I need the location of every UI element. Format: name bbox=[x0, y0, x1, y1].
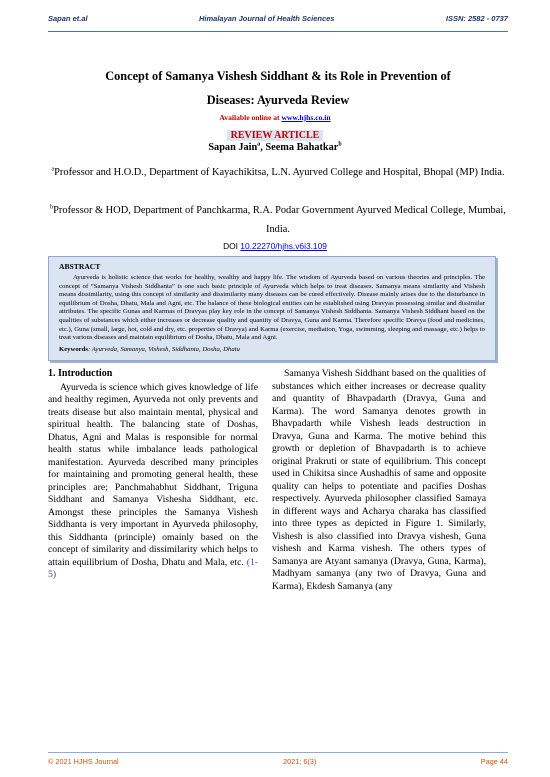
introduction-citation[interactable]: (1-5) bbox=[48, 556, 259, 580]
author-list bbox=[0, 142, 550, 153]
title-line-1: Concept of Samanya Vishesh Siddhant & its Role in Prevention of bbox=[105, 69, 451, 83]
right-column bbox=[272, 368, 486, 593]
available-prefix: Available online at bbox=[219, 113, 282, 122]
keywords-label: Keywords bbox=[59, 345, 88, 353]
affiliation-a-sup: a bbox=[51, 166, 55, 173]
header-authors: Sapan et.al bbox=[48, 14, 88, 23]
affiliation-b-text: Professor & HOD, Department of Panchkarma, R.A. Podar Government Ayurved Medical College, Mumbai, India. bbox=[53, 205, 506, 235]
abstract-heading: ABSTRACT bbox=[59, 262, 101, 271]
paper-title bbox=[48, 64, 508, 112]
footer-page-number: Page 44 bbox=[480, 757, 508, 766]
doi-prefix: DOI bbox=[223, 241, 241, 251]
left-column bbox=[48, 368, 258, 582]
abstract-keywords bbox=[59, 346, 485, 353]
running-header bbox=[48, 14, 508, 28]
header-journal: Himalayan Journal of Health Sciences bbox=[199, 14, 335, 23]
author-1: Sapan Jain bbox=[208, 142, 258, 153]
abstract-box bbox=[48, 256, 496, 361]
author-1-sup: a bbox=[257, 141, 261, 148]
keywords-list: : Ayurveda, Samanya, Vishesh, Siddhanta, Dosha, Dhatu bbox=[87, 345, 240, 353]
affiliation-a-text: Professor and H.O.D., Department of Kayachikitsa, L.N. Ayurved College and Hospital, Bhopal (MP) India. bbox=[54, 167, 505, 178]
right-column-paragraph: Samanya Vishesh Siddhant based on the qualities of substances which either increases or decrease quality and quantity of Bhavpadarth (Dravya, Guna and Karma). The word Samanya denotes growth in Bhavpadarth while Vishesh leads destruction in Dravya, Guna and Karma. The motive behind this growth or depletion of Bhavpadarth is to achieve original Prakruti or state of equilibrium. This concept used in Chikitsa since Aushadhis of same and opposite quality can helps to potentiate and pacifies Doshas respectively. Ayurveda philosopher classified Samaya in different ways and Acharya charaka has classified into three types as depicted in Figure 1. Similarly, Vishesh is also classified into Dravya vishesh, Guna vishesh and Karma vishesh. The others types of Samanya are Atyant samanya (Dravya, Guna, Karma), Madhyam samanya (any two of Dravya, Guna and Karma), Ekdesh Samanya (any bbox=[272, 368, 486, 592]
introduction-paragraph bbox=[48, 382, 258, 582]
introduction-text: Ayurveda is science which gives knowledge of life and healthy regimen, Ayurveda not only prevents and treats disease but also maintain mental, physical and spiritual health. The balancing state of Doshas, Dhatus, Agni and Malas is responsible for normal health status while imbalance leads pathological manifestation. Ayurveda described many principles for maintaining and promoting general health, these principles are; Panchmahabhut Siddhant, Triguna Siddhant and Samanya Vishesha Siddhant, etc. Amongst these principles the Samanya Vishesh Siddhanta is very important in Ayurveda philosophy, this Siddhanta (principle) omainly based on the concept of similarity and dissimilarity which helps to attain equilibrium of Dosha, Dhatu and Mala, etc. bbox=[48, 381, 258, 568]
header-issn: ISSN: 2582 - 0737 bbox=[445, 14, 508, 23]
footer-volume: 2021; 6(3) bbox=[283, 757, 317, 766]
affiliation-b-sup: b bbox=[50, 204, 54, 211]
doi-line bbox=[0, 241, 550, 251]
author-separator: , bbox=[260, 142, 266, 153]
article-type-label: REVIEW ARTICLE bbox=[227, 130, 324, 141]
abstract-text: Ayurveda is holistic science that works for healthy, wealthy and happy life. The wisdom of Ayurveda based on various theories and principles. The concept of “Samanya Vishesh Siddhanta” is one such basic principle of Ayurveda which helps to treat diseases. Samanya means similarity and Vishesh means dissimilarity, using this concept of similarity and dissimilarity many diseases can be cured effectively. Disease mainly arises due to the disturbance in equilibrium of Dosha, Dhatu, Mala and Agni, etc. The balance of these biological entities can be established using Dravyas possessing similar and dissimilar attributes. The specific Gunas and Karmas of Dravyas play key role in the concept of Samanya Vishesh Siddhanta. Samanya Vishesh Siddhant based on the qualities of substances which either increases or decrease quality and quantity of Dravya, Guna and Karma. Therefore specific Dravya (food and medicines, etc.), Guna (small, large, hot, cold and dry, etc. properties of Dravya) and Karma (exercise, mediation, Yoga, swimming, sleeping and massage, etc.) helps to treat various diseases and maintain equilibrium of Dosha, Dhatu, Mala and Agni. bbox=[59, 274, 485, 342]
doi-link[interactable]: 10.22270/hjhs.v6i3.109 bbox=[240, 241, 327, 251]
availability-line bbox=[0, 113, 550, 122]
title-line-2: Diseases: Ayurveda Review bbox=[206, 93, 350, 107]
author-2: Seema Bahatkar bbox=[265, 142, 339, 153]
header-rule bbox=[48, 31, 508, 32]
journal-url-link[interactable]: www.hjhs.co.in bbox=[281, 113, 331, 122]
footer-rule bbox=[48, 752, 508, 753]
author-2-sup: b bbox=[338, 141, 342, 148]
introduction-heading: 1. Introduction bbox=[48, 368, 113, 379]
affiliation-b bbox=[48, 201, 508, 239]
page-footer bbox=[48, 757, 508, 766]
affiliation-a bbox=[48, 163, 508, 182]
article-type bbox=[0, 125, 550, 143]
footer-copyright: © 2021 HJHS Journal bbox=[48, 757, 119, 766]
